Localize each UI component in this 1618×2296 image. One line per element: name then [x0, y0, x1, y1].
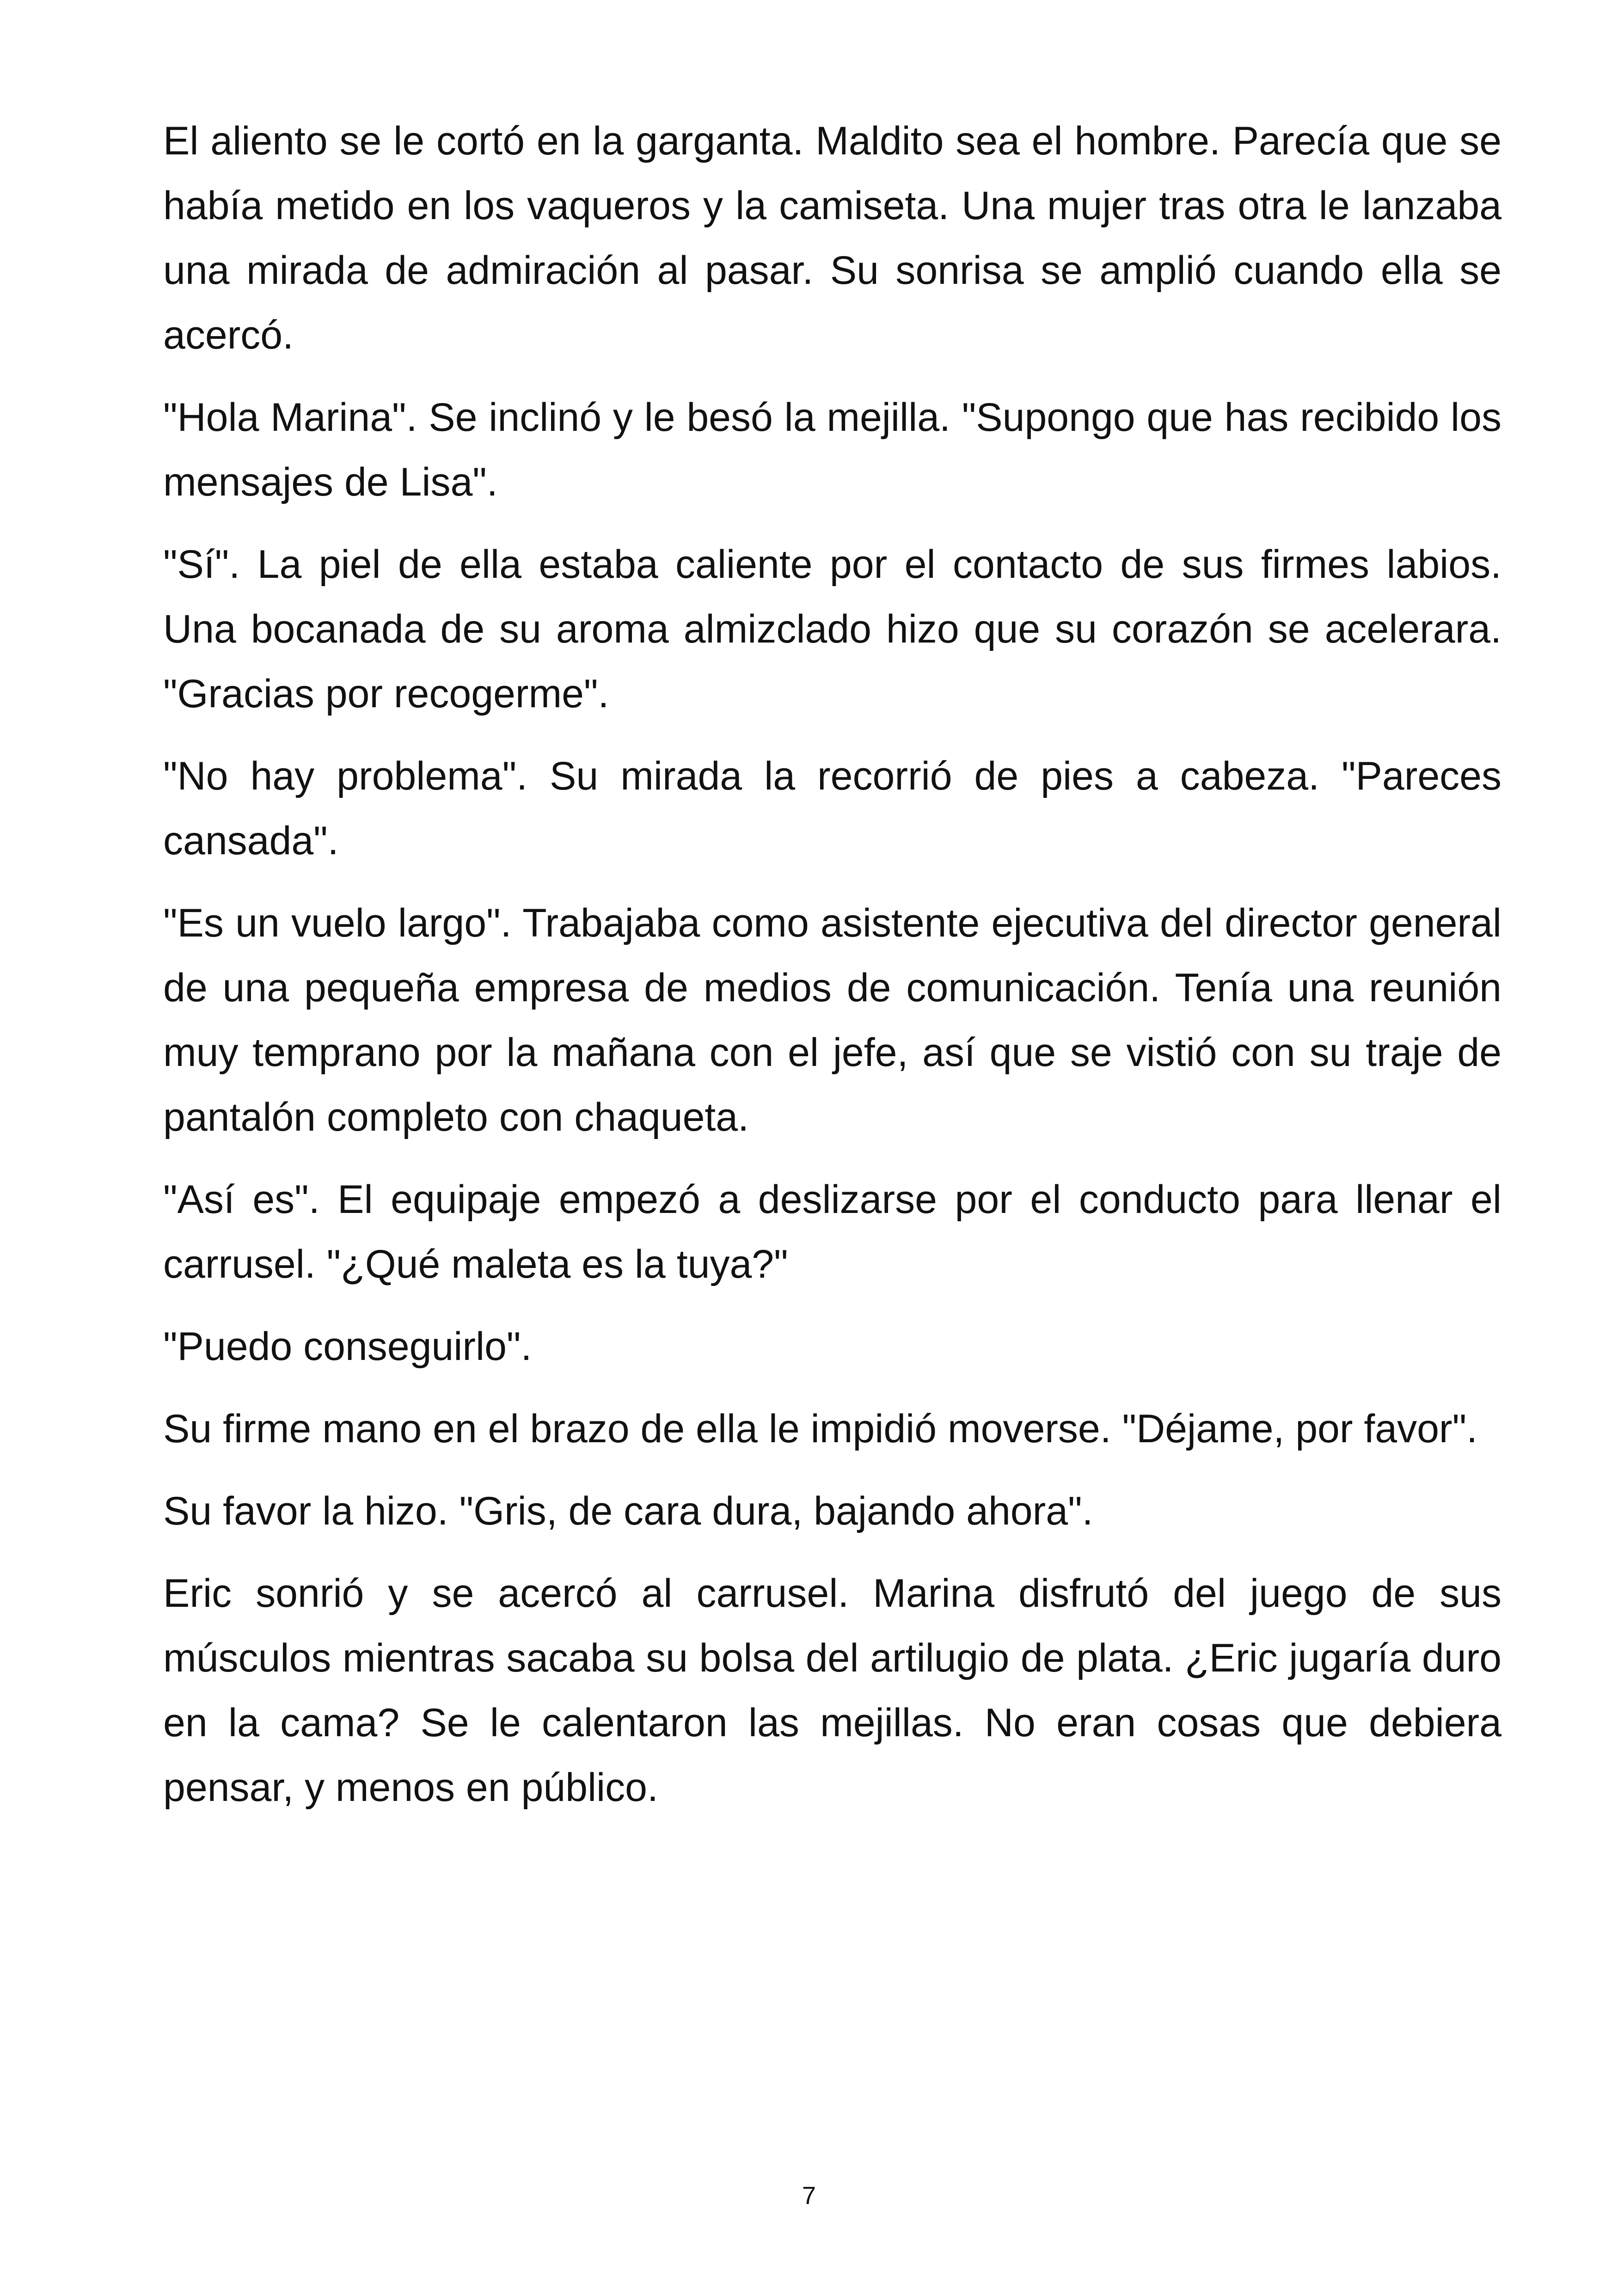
- page-number: 7: [802, 2182, 816, 2210]
- paragraph-7: "Puedo conseguirlo".: [163, 1324, 532, 1369]
- paragraph-10: Eric sonrió y se acercó al carrusel. Marina disfrutó del juego de sus músculos mientras sacaba su bolsa del artilugio de plata. ¿Eric jugaría duro en la cama? Se le calentaron las mejillas. No eran cosas que debiera pensar, y menos en público.: [163, 1571, 1502, 1810]
- paragraph-2: "Hola Marina". Se inclinó y le besó la mejilla. "Supongo que has recibido los mensajes de Lisa".: [163, 395, 1502, 504]
- paragraph-6: "Así es". El equipaje empezó a deslizarse por el conducto para llenar el carrusel. "¿Qué maleta es la tuya?": [163, 1177, 1502, 1286]
- paragraph-1: El aliento se le cortó en la garganta. Maldito sea el hombre. Parecía que se había metido en los vaqueros y la camiseta. Una mujer tras otra le lanzaba una mirada de admiración al pasar. Su sonrisa se amplió cuando ella se acercó.: [163, 119, 1502, 357]
- paragraph-3: "Sí". La piel de ella estaba caliente por el contacto de sus firmes labios. Una bocanada de su aroma almizclado hizo que su corazón se acelerara. "Gracias por recogerme".: [163, 542, 1502, 716]
- paragraph-5: "Es un vuelo largo". Trabajaba como asistente ejecutiva del director general de una pequeña empresa de medios de comunicación. Tenía una reunión muy temprano por la mañana con el jefe, así que se vistió con su traje de pantalón completo con chaqueta.: [163, 901, 1502, 1139]
- paragraph-4: "No hay problema". Su mirada la recorrió de pies a cabeza. "Pareces cansada".: [163, 754, 1502, 863]
- body-text: [163, 109, 1502, 1837]
- paragraph-9: Su favor la hizo. "Gris, de cara dura, bajando ahora".: [163, 1489, 1093, 1533]
- paragraph-8: Su firme mano en el brazo de ella le impidió moverse. "Déjame, por favor".: [163, 1407, 1477, 1451]
